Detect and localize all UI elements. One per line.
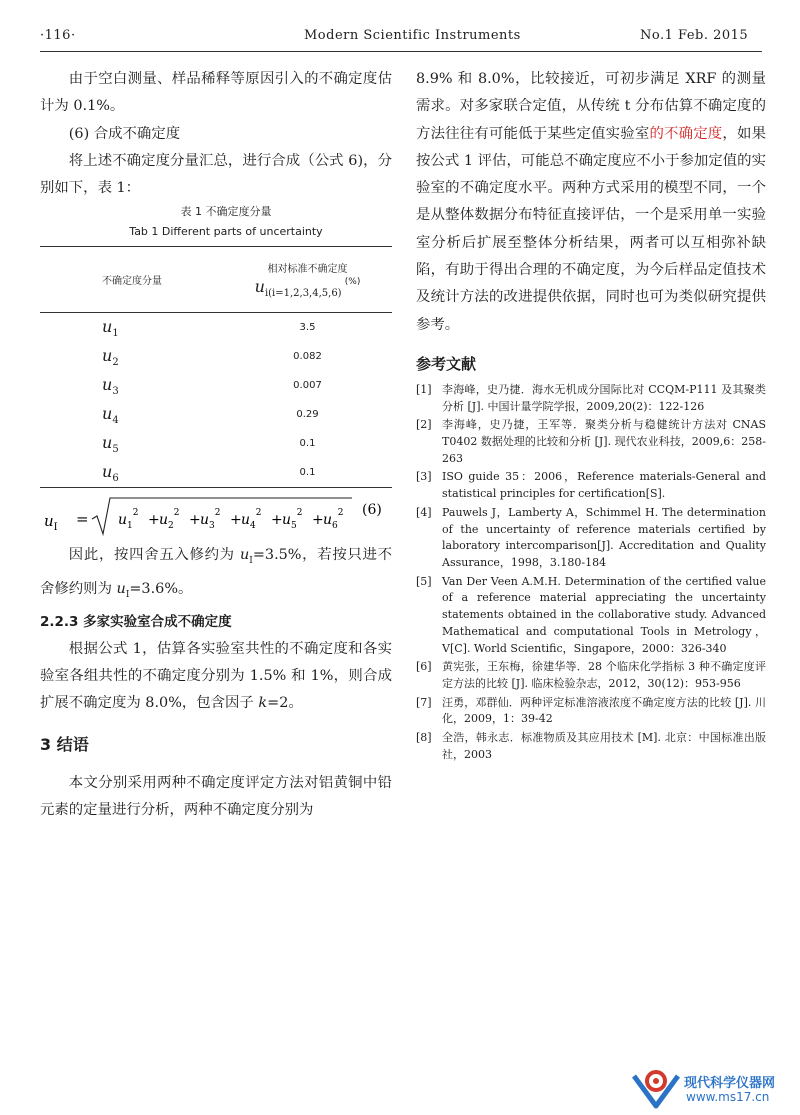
table-cell-component: $u_3$	[102, 374, 119, 398]
reference-number: [2]	[416, 418, 432, 432]
watermark-url[interactable]: www.ms17.cn	[686, 1090, 770, 1104]
reference-item	[416, 469, 766, 502]
reference-text: Van Der Veen A.M.H. Determination of the certified value of a reference material appreciating the uncertainty statements obtained in the collaborative study. Advanced Mathematical and computational Tools in Metrology，V[C]. World Scientific，Singapore，2000：326-340	[442, 574, 766, 655]
table-cell-value: 0.29	[296, 409, 319, 421]
table-caption-cn: 表 1 不确定度分量	[180, 205, 272, 219]
highlighted-text: 的不确定度	[649, 125, 723, 142]
uncertainty-table	[40, 246, 392, 488]
header-rule	[40, 51, 762, 52]
reference-text: Pauwels J，Lamberty A，Schimmel H. The determination of the uncertainty of reference materials certified by laboratory intercomparison[J]. Accreditation and Quality Assurance，1998，3.180-184	[442, 505, 766, 569]
reference-item	[416, 505, 766, 572]
formula-plus: +	[189, 512, 201, 529]
formula-term: $u_2^2$	[159, 508, 180, 532]
reference-item	[416, 659, 766, 692]
table-cell-component: $u_1$	[102, 316, 119, 340]
reference-number: [3]	[416, 470, 432, 484]
formula-term: $u_3^2$	[200, 508, 221, 532]
references-heading: 参考文献	[416, 354, 477, 373]
journal-title: Modern Scientific Instruments	[304, 28, 521, 43]
paragraph-blank-uncertainty: 由于空白测量、样品稀释等原因引入的不确定度估计为 0.1%。	[40, 71, 392, 115]
header-relative-label: 相对标准不确定度	[267, 264, 348, 276]
reference-item	[416, 574, 766, 658]
reference-number: [6]	[416, 660, 432, 674]
table-cell-value: 3.5	[299, 322, 316, 334]
formula-svg	[40, 492, 392, 542]
table-cell-value: 0.082	[293, 351, 322, 363]
table-cell-value: 0.1	[299, 467, 316, 479]
reference-number: [7]	[416, 695, 432, 709]
reference-text: 全浩，韩永志．标准物质及其应用技术 [M]. 北京：中国标准出版社，2003	[442, 731, 766, 761]
paragraph-conclusion-cont: 8.9% 和 8.0%，比较接近，可初步满足 XRF 的测量需求。对多家联合定值，从传统 t 分布估算不确定度的方法往往有可能低于某些定值实验室的不确定度，如果按公式 1 评估，可能总不确定度应不小于参加定值的实验室的不确定度水平。两种方式采用的模型不同，一个是从整体数据分布特征直接评估，一个是采用单一实验室分析后扩展至整体分析结果，两者可以互相弥补缺陷，有助于得出合理的不确定度，为今后样品定值技术及统计方法的改进提供依据，同时也可为类似研究提供参考。	[416, 71, 766, 333]
table-header-component: 不确定度分量	[102, 276, 162, 288]
formula-plus: +	[271, 512, 283, 529]
formula-plus: +	[230, 512, 242, 529]
reference-number: [1]	[416, 382, 432, 396]
table-cell-value: 0.1	[299, 438, 316, 450]
issue-info: No.1 Feb. 2015	[640, 28, 749, 43]
paragraph-combination: 将上述不确定度分量汇总，进行合成（公式 6)，分别如下，表 1：	[40, 152, 392, 197]
reference-text: 李海峰，史乃捷．海水无机成分国际比对 CCQM-P111 及其聚类分析 [J]. 中国计量学院学报，2009,20(2)：122-126	[442, 382, 766, 413]
section-3-heading: 3 结语	[40, 734, 89, 754]
reference-number: [4]	[416, 505, 432, 519]
table-row	[40, 400, 392, 429]
reference-text: 黄宪张，王东梅，徐建华等．28 个临床化学指标 3 种不确定度评定方法的比较 [J]. 临床检验杂志，2012，30(12)：953-956	[442, 660, 766, 690]
paragraph-conclusion: 本文分别采用两种不确定度评定方法对铝黄铜中铅元素的定量进行分析，两种不确定度分别为	[40, 774, 392, 819]
watermark-site-name[interactable]: 现代科学仪器网	[684, 1076, 776, 1091]
formula-number: (6)	[362, 502, 382, 519]
reference-text: 汪勇，邓群仙．两种评定标准溶液浓度不确定度方法的比较 [J]. 川化，2009，1：39-42	[442, 695, 766, 726]
page-number: ·116·	[40, 28, 76, 43]
table-cell-value: 0.007	[293, 380, 322, 392]
paragraph-multi-lab: 根据公式 1，估算各实验室共性的不确定度和各实验室各组共性的不确定度分别为 1.5% 和 1%，则合成扩展不确定度为 8.0%，包含因子 k=2。	[40, 640, 392, 712]
formula-term: $u_4^2$	[241, 508, 262, 532]
table-cell-component: $u_2$	[102, 345, 119, 369]
reference-item	[416, 417, 766, 467]
formula-term: $u_5^2$	[282, 508, 303, 532]
table-row	[40, 458, 392, 488]
left-column	[40, 66, 392, 824]
section-2-2-3-heading: 2.2.3 多家实验室合成不确定度	[40, 613, 232, 630]
header-unit: (%)	[344, 277, 361, 288]
table-header-row	[40, 247, 392, 313]
table-caption-en: Tab 1 Different parts of uncertainty	[129, 225, 323, 239]
table-cell-component: $u_4$	[102, 403, 119, 427]
paragraph-rounding: 因此，按四舍五入修约为 $u_I=3.5\%$，若按只进不舍修约则为 $u_I=3.6\%$。	[40, 547, 392, 600]
reference-item	[416, 730, 766, 763]
table-cell-component: $u_6$	[102, 461, 119, 485]
references-list	[416, 382, 766, 763]
formula-term: $u_6^2$	[323, 508, 344, 532]
formula-plus: +	[312, 512, 324, 529]
formula-6	[40, 492, 392, 542]
subheading-combined-uncertainty: (6) 合成不确定度	[68, 125, 181, 142]
table-1	[40, 202, 392, 488]
table-row	[40, 371, 392, 400]
reference-number: [8]	[416, 731, 432, 745]
formula-plus: +	[148, 512, 160, 529]
right-column	[416, 66, 766, 765]
formula-term: $u_1^2$	[118, 508, 139, 532]
table-row	[40, 313, 392, 343]
header-variable: $u_{i(i=1,2,3,4,5,6)}$	[254, 277, 342, 300]
table-header-relative-uncertainty	[223, 247, 392, 313]
table-cell-component: $u_5$	[102, 432, 119, 456]
reference-text: ISO guide 35：2006，Reference materials-General and statistical principles for certification[S].	[442, 470, 766, 501]
reference-item	[416, 382, 766, 415]
formula-lhs: $u_I$	[44, 512, 58, 534]
table-row	[40, 429, 392, 458]
watermark-logo-icon	[630, 1066, 682, 1110]
formula-equals: =	[76, 510, 89, 529]
reference-number: [5]	[416, 574, 432, 588]
reference-text: 李海峰，史乃捷，王军等．聚类分析与稳健统计方法对 CNAS T0402 数据处理的比较和分析 [J]. 现代农业科技，2009,6：258-263	[442, 418, 766, 465]
reference-item	[416, 695, 766, 728]
table-row	[40, 342, 392, 371]
